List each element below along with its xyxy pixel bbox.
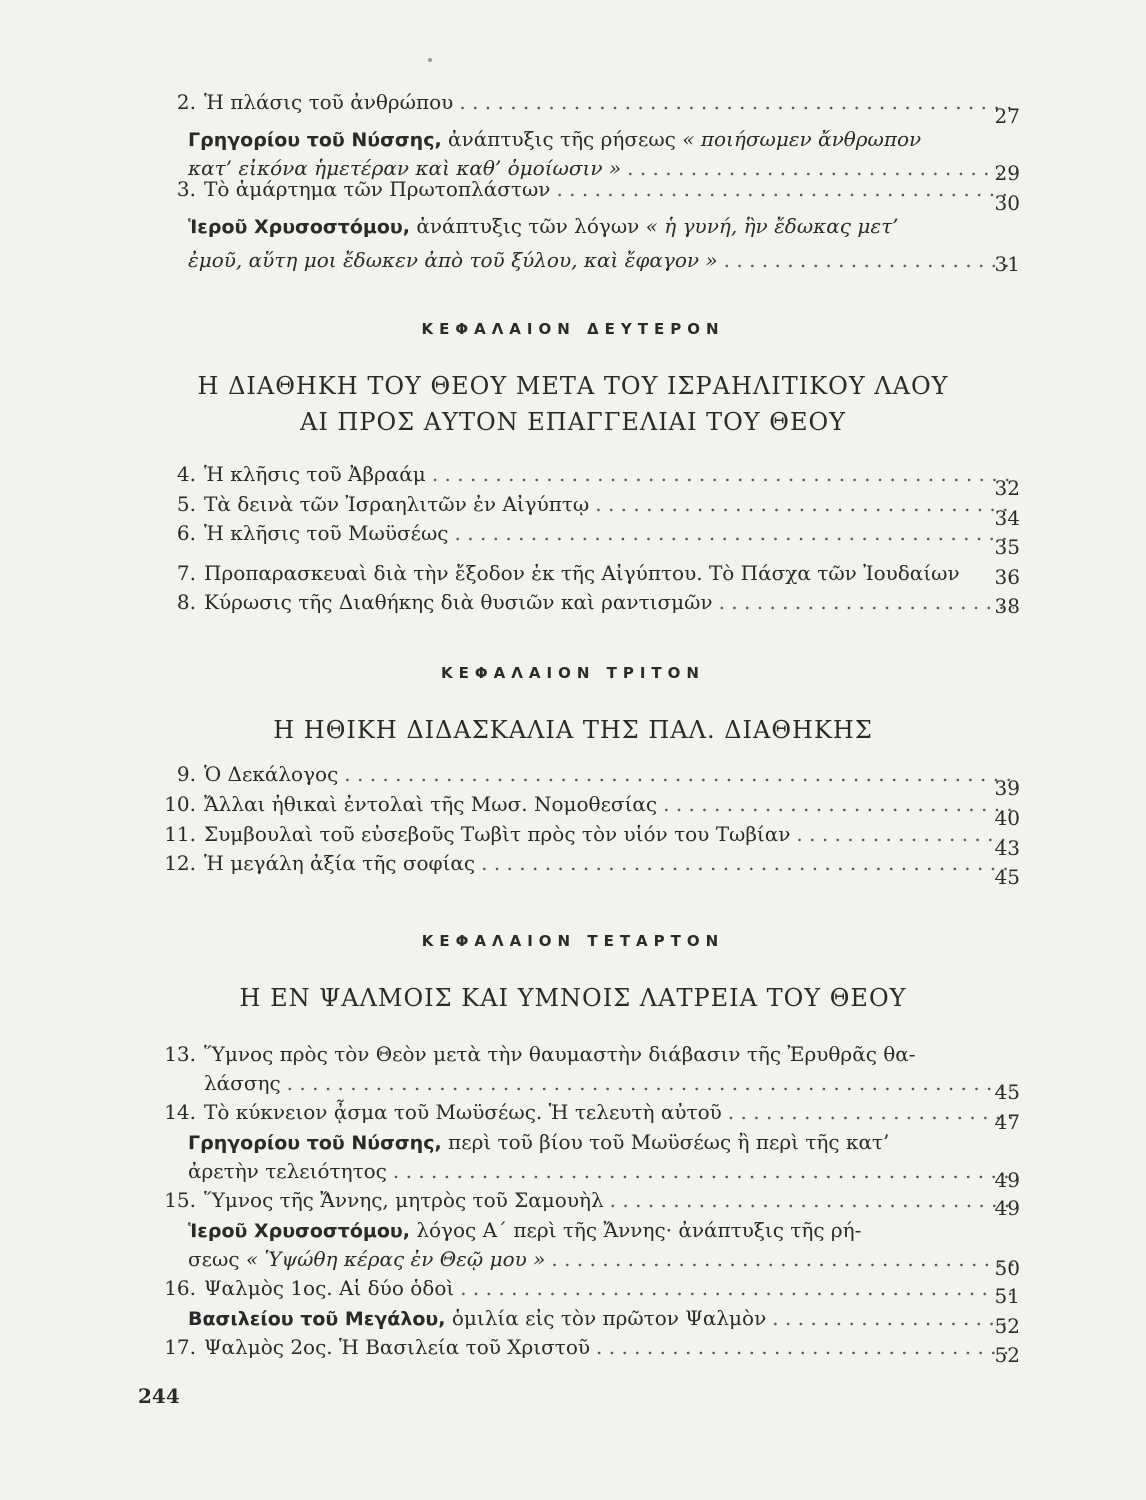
entry-page: 49	[994, 1168, 1020, 1192]
entry-number: 4.	[176, 462, 196, 486]
entry-quote: « ποιήσωμεν ἄνθρωπον	[682, 127, 922, 151]
chapter-title: Η ΗΘΙΚΗ ΔΙΔΑΣΚΑΛΙΑ ΤΗΣ ΠΑΛ. ΔΙΑΘΗΚΗΣ	[273, 716, 873, 744]
chapter-label: ΚΕΦΑΛΑΙΟΝ ΤΡΙΤΟΝ	[441, 664, 705, 682]
speck-mark	[428, 58, 432, 62]
chapter-label: ΚΕΦΑΛΑΙΟΝ ΤΕΤΑΡΤΟΝ	[421, 932, 725, 950]
dot-leader	[455, 519, 1014, 548]
dot-leader	[287, 1069, 1014, 1098]
dot-leader	[460, 1274, 1014, 1303]
chapter-title: Η ΕΝ ΨΑΛΜΟΙΣ ΚΑΙ ΥΜΝΟΙΣ ΛΑΤΡΕΙΑ ΤΟΥ ΘΕΟΥ	[239, 984, 907, 1012]
entry-number: 3.	[176, 177, 196, 201]
entry-number: 17.	[164, 1335, 196, 1359]
entry-page: 47	[994, 1110, 1020, 1134]
entry-quote: « ἡ γυνή, ἣν ἔδωκας μετ’	[645, 214, 899, 238]
entry-page: 34	[994, 506, 1020, 530]
entry-title: Τὸ κύκνειον ᾆσμα τοῦ Μωϋσέως. Ἡ τελευτὴ αὐτοῦ	[204, 1100, 722, 1124]
entry-number: 14.	[164, 1100, 196, 1124]
author-name: Γρηγορίου τοῦ Νύσσης,	[188, 1132, 442, 1154]
dot-leader	[719, 588, 1014, 617]
entry-number: 8.	[176, 590, 196, 614]
entry-page: 32	[994, 476, 1020, 500]
dot-leader	[596, 1333, 1014, 1362]
entry-number: 15.	[164, 1188, 196, 1212]
entry-title: ὁμιλία εἰς τὸν πρῶτον Ψαλμὸν	[445, 1306, 767, 1330]
toc-subentry-15a	[160, 1216, 1020, 1280]
entry-page: 52	[994, 1314, 1020, 1338]
entry-page: 36	[994, 565, 1020, 589]
entry-page: 29	[994, 161, 1020, 185]
entry-page: 45	[994, 1080, 1020, 1104]
dot-leader	[610, 1186, 1014, 1215]
entry-title: Τὸ ἁμάρτημα τῶν Πρωτοπλάστων	[204, 177, 551, 201]
entry-page: 52	[994, 1343, 1020, 1367]
entry-title: Ἄλλαι ἠθικαὶ ἐντολαὶ τῆς Μωσ. Νομοθεσίας	[204, 792, 658, 816]
entry-title: Ἡ κλῆσις τοῦ Μωϋσέως	[204, 521, 449, 545]
entry-title: Ψαλμὸς 2ος. Ἡ Βασιλεία τοῦ Χριστοῦ	[204, 1335, 591, 1359]
entry-quote: « Ὑψώθη κέρας ἐν Θεῷ μου »	[245, 1247, 546, 1271]
entry-title: Ἡ κλῆσις τοῦ Ἀβραάμ	[204, 462, 426, 486]
entry-title: Κύρωσις τῆς Διαθήκης διὰ θυσιῶν καὶ ραντισμῶν	[204, 590, 713, 614]
entry-page: 40	[994, 806, 1020, 830]
toc-subentry-3a	[160, 212, 1020, 276]
dot-leader	[728, 1098, 1014, 1127]
entry-page: 43	[994, 836, 1020, 860]
entry-number: 2.	[176, 90, 196, 114]
entry-title-continued: κατ’ εἰκόνα ἡμετέραν καὶ καθ’ ὁμοίωσιν »	[188, 156, 622, 180]
entry-page: 27	[994, 104, 1020, 128]
entry-page: 49	[994, 1196, 1020, 1220]
entry-number: 11.	[164, 822, 196, 846]
page-number: 244	[138, 1384, 180, 1408]
dot-leader	[344, 760, 1014, 789]
entry-page: 50	[994, 1256, 1020, 1280]
entry-title: Προπαρασκευαὶ διὰ τὴν ἔξοδον ἐκ τῆς Αἰγύπτου. Τὸ Πάσχα τῶν Ἰουδαίων	[204, 561, 960, 585]
chapter-title: Η ΔΙΑΘΗΚΗ ΤΟΥ ΘΕΟΥ ΜΕΤΑ ΤΟΥ ΙΣΡΑΗΛΙΤΙΚΟΥ ΛΑΟΥ	[197, 372, 949, 400]
dot-leader	[663, 790, 1014, 819]
entry-title: Ἡ πλάσις τοῦ ἀνθρώπου	[204, 90, 454, 114]
entry-page: 45	[994, 865, 1020, 889]
entry-page: 30	[994, 191, 1020, 215]
dot-leader	[481, 849, 1014, 878]
entry-title: ἀνάπτυξις τῶν λόγων	[409, 214, 646, 238]
entry-title: Ὕμνος πρὸς τὸν Θεὸν μετὰ τὴν θαυμαστὴν διάβασιν τῆς Ἐρυθρᾶς θα-	[204, 1042, 916, 1066]
entry-page: 39	[994, 776, 1020, 800]
entry-page: 38	[994, 594, 1020, 618]
entry-page: 35	[994, 535, 1020, 559]
entry-page: 31	[994, 252, 1020, 276]
entry-title: περὶ τοῦ βίου τοῦ Μωϋσέως ἢ περὶ τῆς κατ’	[441, 1130, 890, 1154]
dot-leader	[595, 490, 1014, 519]
dot-leader	[551, 1245, 1014, 1274]
entry-number: 5.	[176, 492, 196, 516]
dot-leader	[724, 246, 1014, 275]
entry-title-continued: σεως	[188, 1247, 246, 1271]
chapter-subtitle: ΑΙ ΠΡΟΣ ΑΥΤΟΝ ΕΠΑΓΓΕΛΙΑΙ ΤΟΥ ΘΕΟΥ	[299, 408, 846, 436]
chapter-label: ΚΕΦΑΛΑΙΟΝ ΔΕΥΤΕΡΟΝ	[421, 320, 725, 338]
entry-title-continued: ἐμοῦ, αὕτη μοι ἔδωκεν ἀπὸ τοῦ ξύλου, καὶ ἔφαγον »	[188, 248, 718, 272]
author-name: Ἱεροῦ Χρυσοστόμου,	[188, 1220, 410, 1242]
dot-leader	[556, 175, 1014, 204]
entry-number: 12.	[164, 851, 196, 875]
entry-number: 16.	[164, 1276, 196, 1300]
entry-number: 6.	[176, 521, 196, 545]
author-name: Βασιλείου τοῦ Μεγάλου,	[188, 1308, 446, 1330]
entry-title: Τὰ δεινὰ τῶν Ἰσραηλιτῶν ἐν Αἰγύπτῳ	[204, 492, 590, 516]
dot-leader	[432, 460, 1014, 489]
entry-title: λόγος Α΄ περὶ τῆς Ἄννης· ἀνάπτυξις τῆς ρή-	[409, 1218, 862, 1242]
entry-title: Ἡ μεγάλη ἀξία τῆς σοφίας	[204, 851, 476, 875]
author-name: Γρηγορίου τοῦ Νύσσης,	[188, 129, 442, 151]
entry-title: Ψαλμὸς 1ος. Αἱ δύο ὁδοὶ	[204, 1276, 455, 1300]
entry-title-continued: λάσσης	[204, 1071, 281, 1095]
entry-number: 9.	[176, 762, 196, 786]
dot-leader	[459, 88, 1014, 117]
toc-entry-13	[160, 1040, 1020, 1104]
entry-page: 51	[994, 1284, 1020, 1308]
entry-number: 13.	[164, 1042, 196, 1066]
entry-title: Ὕμνος τῆς Ἄννης, μητρὸς τοῦ Σαμουὴλ	[204, 1188, 604, 1212]
entry-title-continued: ἀρετὴν τελειότητος	[188, 1159, 387, 1183]
entry-number: 7.	[176, 561, 196, 585]
entry-title: ἀνάπτυξις τῆς ρήσεως	[441, 127, 683, 151]
toc-subentry-14a	[160, 1128, 1020, 1192]
author-name: Ἱεροῦ Χρυσοστόμου,	[188, 216, 410, 238]
entry-title: Συμβουλαὶ τοῦ εὐσεβοῦς Τωβὶτ πρὸς τὸν υἱόν του Τωβίαν	[204, 822, 791, 846]
entry-title: Ὁ Δεκάλογος	[204, 762, 339, 786]
entry-number: 10.	[164, 792, 196, 816]
dot-leader	[393, 1157, 1014, 1186]
